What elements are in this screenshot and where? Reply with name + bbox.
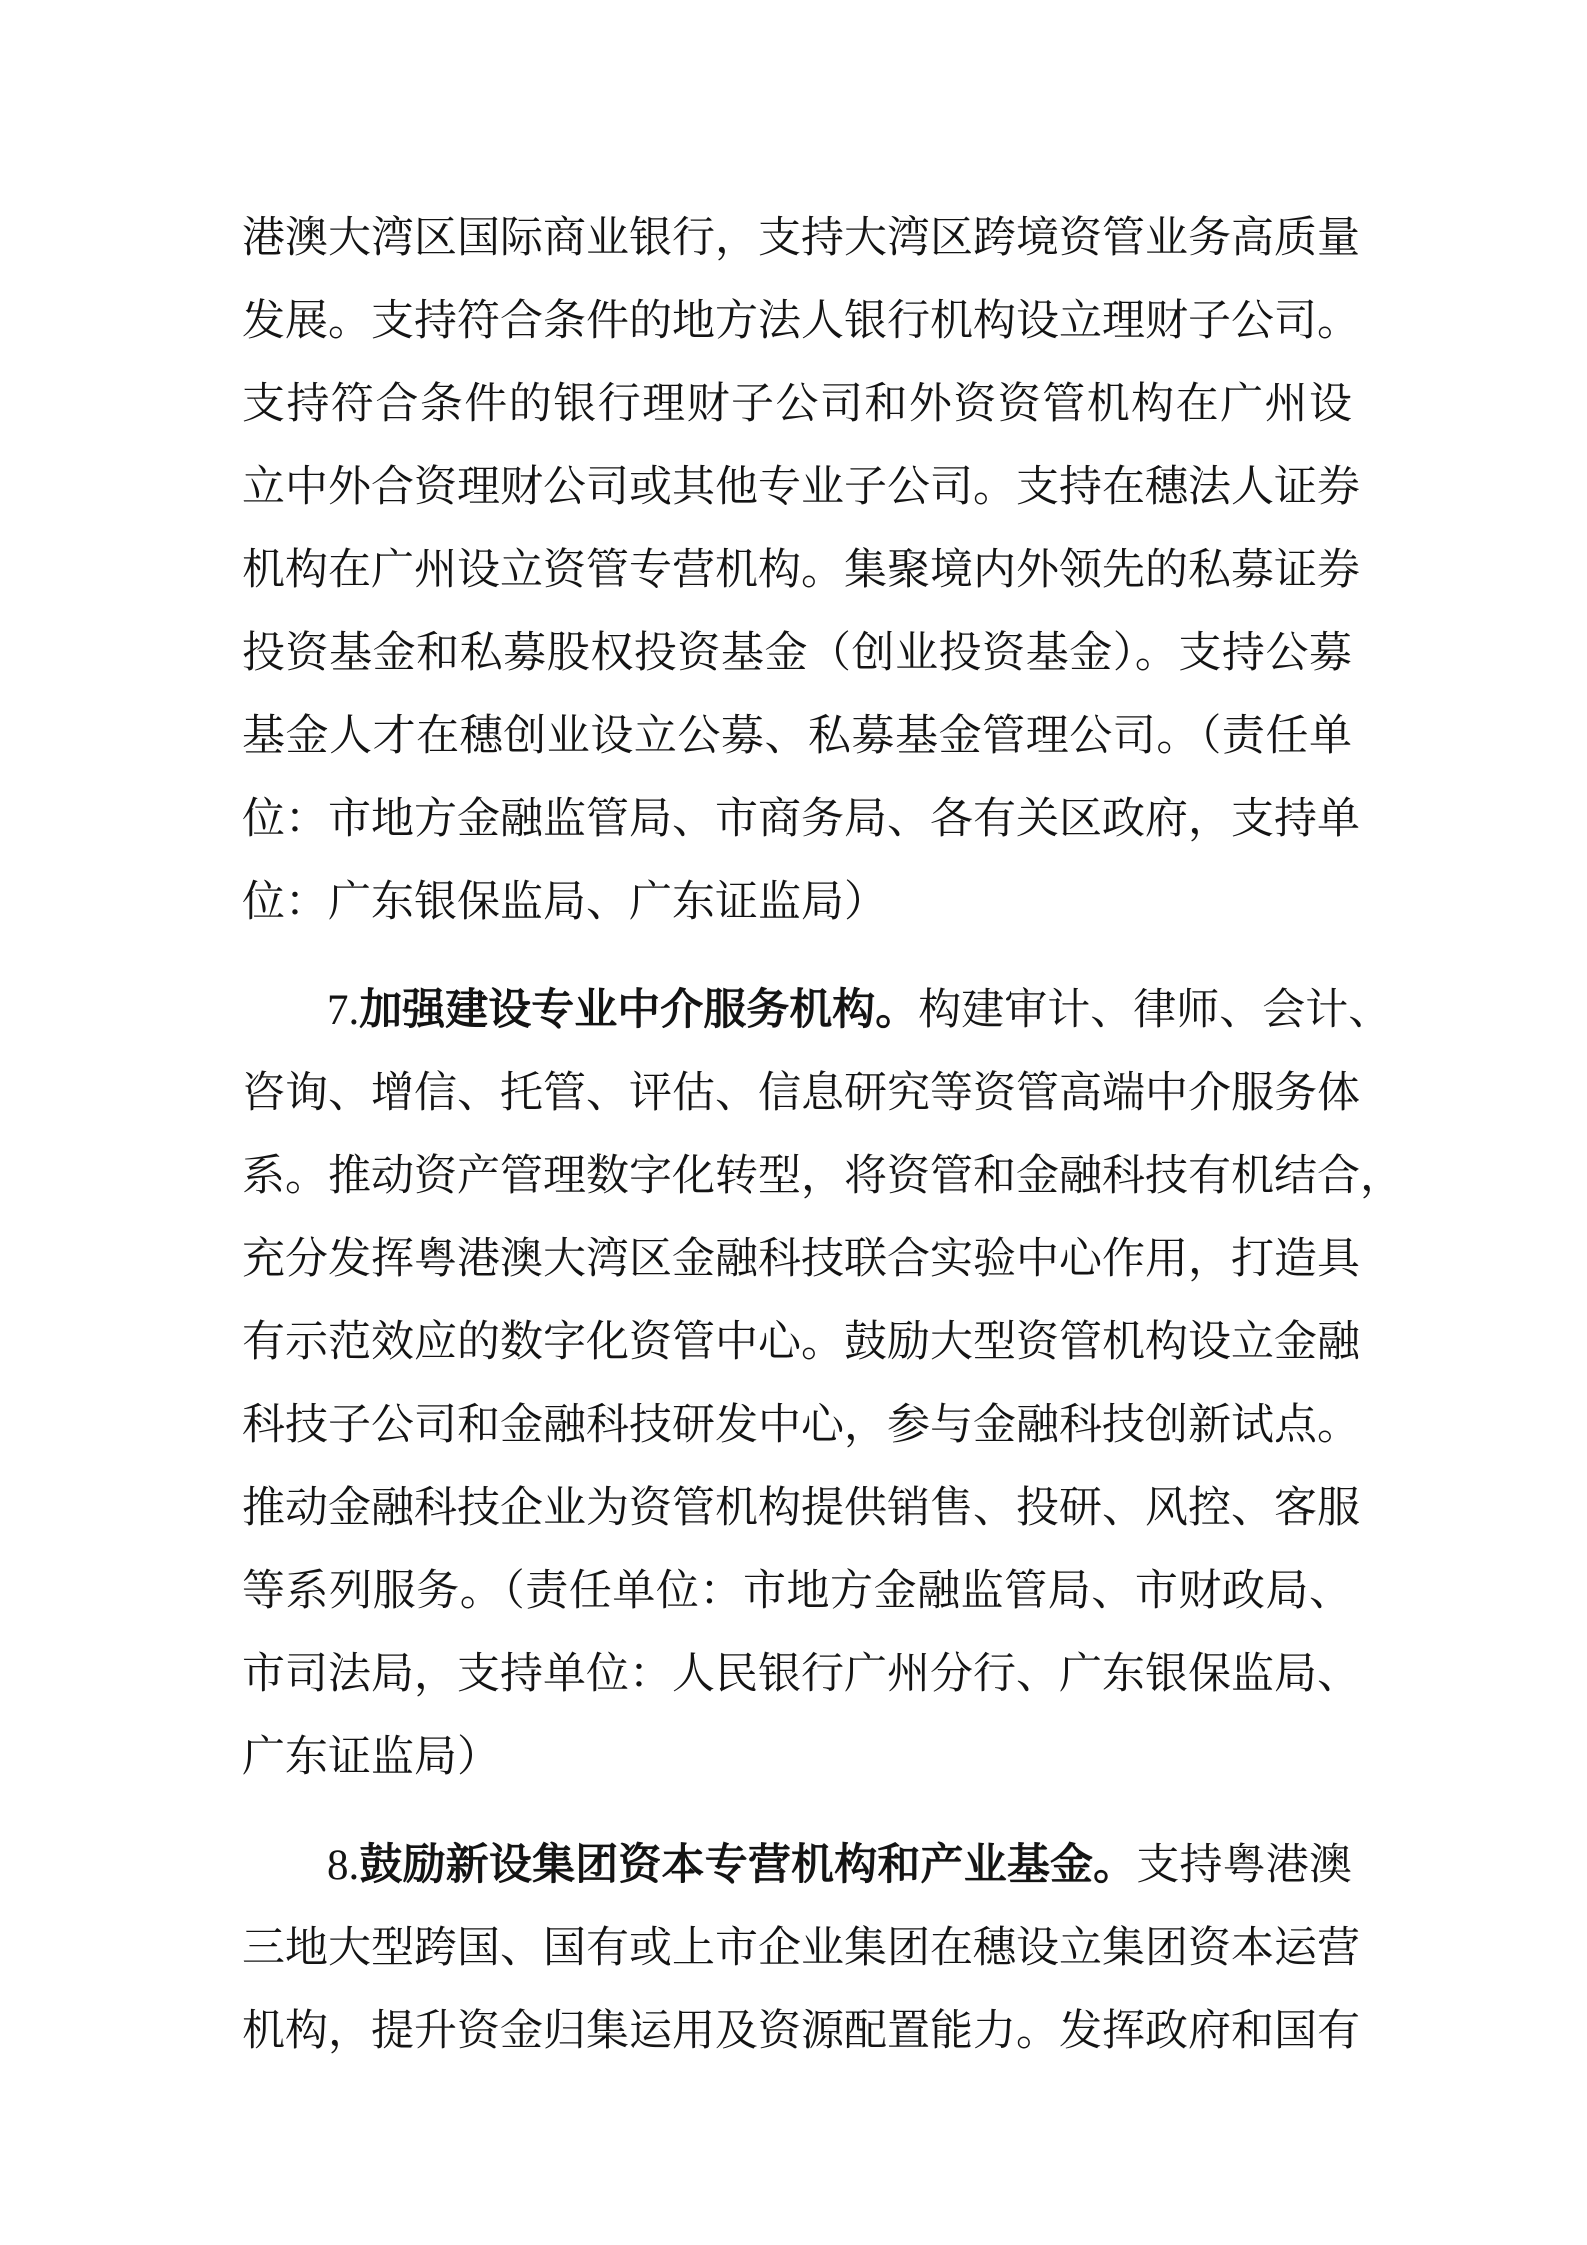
section-8-heading: 鼓励新设集团资本专营机构和产业基金。 <box>359 1840 1137 1890</box>
text-line: 支持符合条件的银行理财子公司和外资资管机构在广州设 <box>242 379 1352 429</box>
text-line: 推动金融科技企业为资管机构提供销售、投研、风控、客服 <box>242 1483 1360 1533</box>
text-line: 等系列服务。（责任单位：市地方金融监管局、市财政局、 <box>242 1566 1352 1616</box>
text-line: 立中外合资理财公司或其他专业子公司。支持在穗法人证券 <box>242 462 1360 512</box>
text-line: 位：广东银保监局、广东证监局） <box>242 877 887 927</box>
text-line: 有示范效应的数字化资管中心。鼓励大型资管机构设立金融 <box>242 1317 1360 1367</box>
section-7-first-line-text: 构建审计、律师、会计、 <box>918 985 1392 1035</box>
text-line: 发展。支持符合条件的地方法人银行机构设立理财子公司。 <box>242 296 1360 346</box>
text-line: 位：市地方金融监管局、市商务局、各有关区政府，支持单 <box>242 794 1360 844</box>
text-line: 充分发挥粤港澳大湾区金融科技联合实验中心作用，打造具 <box>242 1234 1360 1284</box>
text-line: 机构，提升资金归集运用及资源配置能力。发挥政府和国有 <box>242 2006 1360 2056</box>
section-8-first-line <box>327 1823 1352 1907</box>
text-line: 基金人才在穗创业设立公募、私募基金管理公司。（责任单 <box>242 711 1352 761</box>
text-line: 投资基金和私募股权投资基金（创业投资基金）。支持公募 <box>242 628 1352 678</box>
text-line: 市司法局，支持单位：人民银行广州分行、广东银保监局、 <box>242 1649 1360 1699</box>
section-7-heading: 加强建设专业中介服务机构。 <box>359 985 919 1035</box>
section-7-number: 7. <box>327 987 360 1034</box>
section-8-number: 8. <box>327 1842 360 1889</box>
section-8-first-line-text: 支持粤港澳 <box>1136 1840 1353 1890</box>
text-line: 广东证监局） <box>242 1732 500 1782</box>
text-line: 港澳大湾区国际商业银行，支持大湾区跨境资管业务高质量 <box>242 213 1360 263</box>
text-line: 三地大型跨国、国有或上市企业集团在穗设立集团资本运营 <box>242 1923 1360 1973</box>
text-line: 机构在广州设立资管专营机构。集聚境内外领先的私募证券 <box>242 545 1360 595</box>
text-line: 咨询、增信、托管、评估、信息研究等资管高端中介服务体 <box>242 1068 1360 1118</box>
text-line: 科技子公司和金融科技研发中心，参与金融科技创新试点。 <box>242 1400 1360 1450</box>
text-line: 系。推动资产管理数字化转型，将资管和金融科技有机结合， <box>242 1151 1403 1201</box>
section-7-first-line <box>327 968 1392 1052</box>
